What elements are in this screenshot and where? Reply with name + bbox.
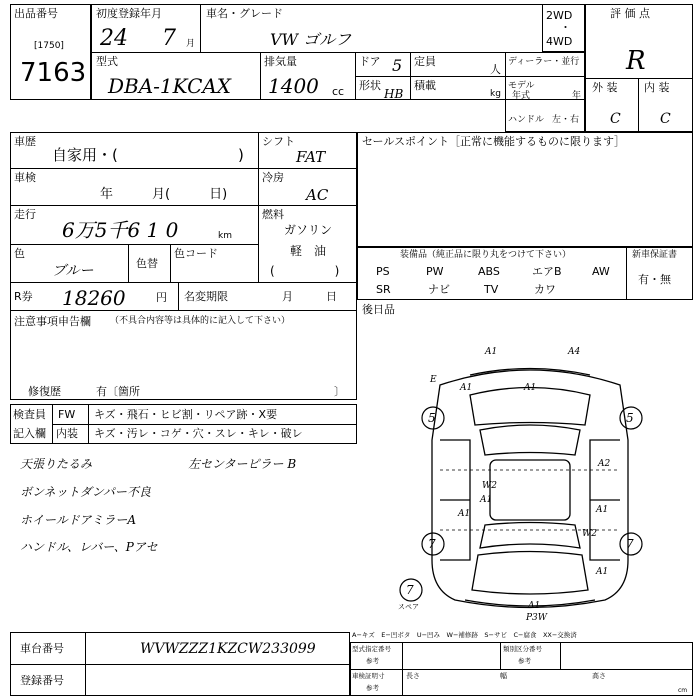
grade-label: 評 価 点 [610,7,650,20]
shape-label: 形状 [359,79,381,92]
fuel-gasoline: ガソリン [284,223,333,237]
mark-front-left: A1 [485,347,498,357]
equipment-leather: カワ [534,283,556,296]
mileage-value: 6万5千6 1 0 [62,218,179,242]
r-ken-label: R券 [14,290,33,303]
mark-rear-p: P3W [526,613,548,623]
note-3: ホイールドアミラーA [20,513,137,527]
repair-close: 〕 [334,385,345,398]
handle-label: ハンドル [508,115,545,125]
equipment-label: 装備品（純正品に限り丸をつけて下さい） [400,250,572,260]
mark-rear-right: A1 [596,567,609,577]
spare-label: スペア [398,603,419,611]
mark-bumper-a: A1 [460,383,473,393]
note-5: 左センターピラー B [188,457,297,471]
mark-bumper-e: E [430,375,437,385]
mark-left-side: A1 [458,509,471,519]
handle-options: 左・右 [552,115,580,125]
name-change-label: 名変期限 [184,290,228,303]
load-label: 積載 [414,79,436,92]
fuel-paren: ( ) [270,264,340,278]
vehicle-close: ) [238,146,244,164]
grade-value: R [626,46,646,76]
spare-value: 7 [406,583,414,597]
month-unit: 月 [186,39,196,49]
person-unit: 人 [490,63,501,76]
mark-center-w: W2 [482,481,497,491]
displacement-label: 排気量 [264,55,297,68]
shape: HB [384,87,404,101]
drive-2wd: 2WD [546,9,573,22]
mark-front-right: A4 [568,347,581,357]
mark-fender-left: A1 [524,383,537,393]
note-4: ハンドル、レバー、Pアセ [20,540,158,554]
cm-unit: cm [678,687,688,694]
equipment-ps: PS [376,265,390,278]
color-code-label: 色コード [174,247,218,260]
tire-fl: 5 [428,411,436,425]
year-unit: 年 [572,91,582,101]
first-reg-label: 初度登録年月 [96,7,162,20]
model-year-label-1: モデル [508,81,535,91]
lot-bracket: [1750] [34,41,64,51]
fw-label: FW [58,408,76,421]
aircon-label: 冷房 [262,171,284,184]
equipment-tv: TV [484,283,499,296]
note-1: 天張りたるみ [20,457,93,471]
capacity-label: 定員 [414,55,436,68]
drive-dot: ・ [560,21,571,34]
model-code: DBA-1KCAX [108,74,232,98]
model-year-label-2: 年式 [512,91,531,101]
km-unit: km [218,231,232,241]
exterior-label: 外 装 [592,81,618,94]
fuel-label: 燃料 [262,208,284,221]
mark-door-right: A2 [598,459,611,469]
chassis-number: WVWZZZ1KZCW233099 [140,641,316,657]
lot-label: 出品番号 [14,7,58,20]
inspector-label-1: 検査員 [13,408,46,421]
legend-line: A−キズ E−凹ボタ U−凹み W−補修跡 S−サビ C−腐食 XX−交換済 [352,631,577,639]
reg-year: 24 [100,26,128,51]
width-label: 幅 [500,672,507,680]
shift-label: シフト [262,135,295,148]
doors-label: ドア [359,55,381,68]
chassis-label: 車台番号 [20,642,64,655]
equipment-airbag: エアB [532,265,562,278]
model-name-label: 車名・グレード [206,7,283,20]
interior-items: キズ・汚レ・コゲ・穴・スレ・キレ・破レ [94,427,303,440]
inspection-label: 車検 [14,171,36,184]
size-sub: 参考 [366,684,379,692]
note-2: ボンネットダンパー不良 [20,485,151,499]
vehicle-use: 自家用・( [52,146,118,164]
designated-sub: 参考 [366,657,379,665]
vehicle-label: 車歴 [14,135,36,148]
repair-label: 修復歴 [28,385,61,398]
fw-items: キズ・飛石・ヒビ割・リペア跡・X要 [94,408,278,421]
notes-hint: （不具合内容等は具体的に記入して下さい） [110,316,291,326]
designated-label: 型式指定番号 [352,645,391,653]
mark-right-w: W2 [582,529,597,539]
model-code-label: 型式 [96,55,118,68]
dealer-label: ディーラー・並行 [508,57,580,67]
equipment-pw: PW [426,265,444,278]
model-name: VW ゴルフ [270,30,352,49]
aircon-value: AC [306,186,329,204]
new-car-warranty-label: 新車保証書 [632,250,678,260]
inspector-interior-label: 内装 [56,427,78,440]
tire-rl: 7 [428,537,436,551]
interior-label: 内 装 [644,81,670,94]
color-change-label: 色替 [136,257,158,270]
yen-unit: 円 [156,291,167,304]
color-label: 色 [14,247,25,260]
equipment-navi: ナビ [428,283,450,296]
equipment-aw: AW [592,265,610,278]
class-label: 類別区分番号 [503,645,542,653]
size-label: 車検証明寸 [352,672,385,680]
fuel-light: 軽 油 [290,244,327,258]
drive-4wd: 4WD [546,35,573,48]
tire-fr: 5 [626,411,634,425]
color-value: ブルー [52,263,94,279]
later-label: 後日品 [362,303,395,316]
mark-rear-a: A1 [528,601,541,611]
name-change-value: 月 日 [282,290,337,303]
length-label: 長さ [406,672,420,680]
r-ken-value: 18260 [62,286,126,310]
mark-right-a: A1 [596,505,609,515]
equipment-abs: ABS [478,265,500,278]
inspector-label-2: 記入欄 [13,427,46,440]
lot-number: 7163 [20,58,87,88]
inspection-value: 年 月( 日) [100,187,228,202]
doors: 5 [392,56,403,75]
shift-value: FAT [296,148,326,166]
reg-month: 7 [162,26,176,51]
mileage-label: 走行 [14,208,36,221]
notes-label: 注意事項申告欄 [14,315,91,328]
registration-label: 登録番号 [20,674,64,687]
repair-value: 有〔箇所 [96,385,140,398]
sales-box [357,132,693,247]
displacement: 1400 [268,74,319,98]
kg-unit: kg [490,89,501,99]
exterior-grade: C [610,111,621,127]
equipment-sr: SR [376,283,391,296]
height-label: 高さ [592,672,606,680]
warranty-options: 有・無 [638,273,671,286]
sales-points-label: セールスポイント［正常に機能するものに限ります］ [362,135,626,148]
tire-rr: 7 [626,537,634,551]
cc-unit: cc [332,85,345,98]
class-sub: 参考 [518,657,531,665]
interior-grade: C [660,111,671,127]
mark-center-a: A1 [480,495,493,505]
